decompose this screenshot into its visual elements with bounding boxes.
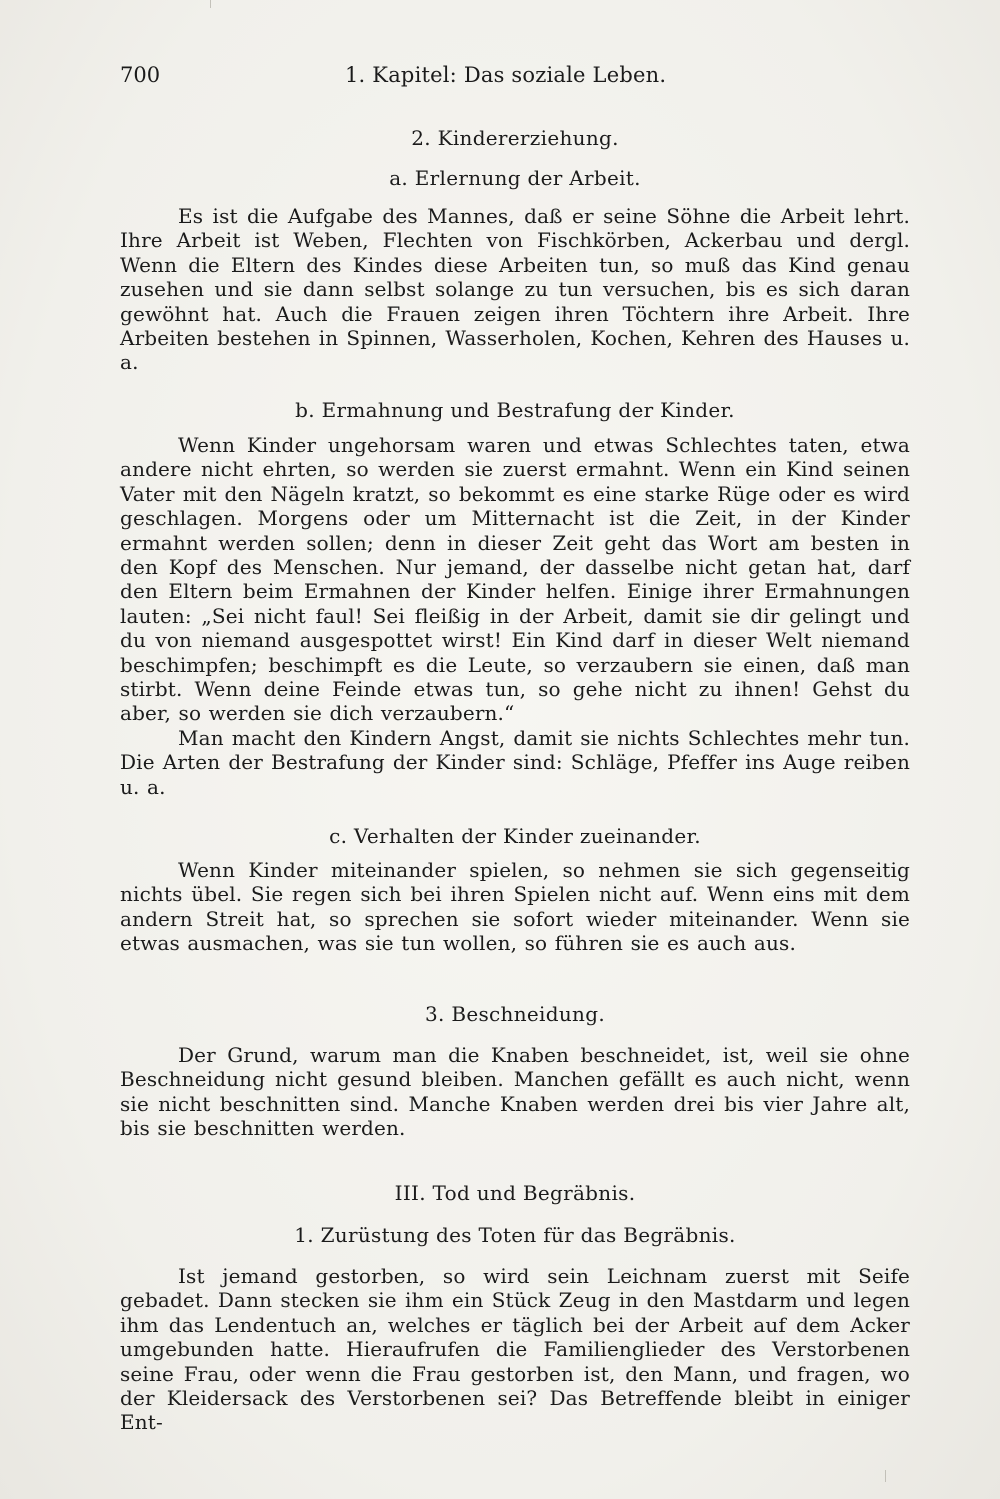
- chapter-section-heading-tod: III. Tod und Begräbnis.: [394, 1181, 636, 1205]
- paragraph-text: Der Grund, warum man die Knaben beschneidet, ist, weil sie ohne Beschneidung nicht gesund bleiben. Manchen gefällt es auch nicht, wenn sie nicht beschnitten sind. Manche Knaben werden drei bis vier Jahre alt, bis sie beschnitten werden.: [120, 1043, 910, 1141]
- subsection-heading-zuruestung: 1. Zurüstung des Toten für das Begräbnis.: [294, 1223, 736, 1247]
- paragraph-text: Es ist die Aufgabe des Mannes, daß er seine Söhne die Arbeit lehrt. Ihre Arbeit ist Weben, Flechten von Fischkörben, Ackerbau und dergl. Wenn die Eltern des Kindes diese Arbeiten tun, so muß das Kind genau zusehen und sie dann selbst solange zu tun versuchen, bis es sich daran gewöhnt hat. Auch die Frauen zeigen ihren Töchtern ihre Arbeit. Ihre Arbeiten bestehen in Spinnen, Wasserholen, Kochen, Kehren des Hauses u. a.: [120, 204, 910, 375]
- page-number: 700: [120, 63, 161, 87]
- paragraph-text: Wenn Kinder ungehorsam waren und etwas Schlechtes taten, etwa andere nicht ehrten, so werden sie zuerst ermahnt. Wenn ein Kind seinen Vater mit den Nägeln kratzt, so bekommt es eine starke Rüge oder es wird geschlagen. Morgens oder um Mitternacht ist die Zeit, in der Kinder ermahnt werden sollen; denn in dieser Zeit geht das Wort am besten in den Kopf des Menschen. Nur jemand, der dasselbe nicht getan hat, darf den Eltern beim Ermahnen der Kinder helfen. Einige ihrer Ermahnungen lauten: „Sei nicht faul! Sei fleißig in der Arbeit, damit sie dir gelingt und du von niemand ausgespottet wirst! Ein Kind darf in dieser Welt niemand beschimpfen; beschimpft es die Leute, so verzaubern sie einen, daß man stirbt. Wenn deine Feinde etwas tun, so gehe nicht zu ihnen! Gehst du aber, so werden sie dich verzaubern.“: [120, 433, 910, 726]
- subsection-heading-erlernung: a. Erlernung der Arbeit.: [389, 166, 641, 190]
- section-heading-beschneidung: 3. Beschneidung.: [425, 1002, 605, 1026]
- running-head: [120, 60, 910, 90]
- scan-mark-bottom: [885, 1470, 886, 1482]
- scan-mark-top: [210, 0, 211, 8]
- paragraph-beschneidung: [120, 1043, 910, 1141]
- paragraph-text: Man macht den Kindern Angst, damit sie nichts Schlechtes mehr tun. Die Arten der Bestrafung der Kinder sind: Schläge, Pfeffer ins Auge reiben u. a.: [120, 725, 910, 799]
- chapter-title: 1. Kapitel: Das soziale Leben.: [345, 63, 667, 87]
- section-heading-kindererziehung: 2. Kindererziehung.: [411, 126, 619, 150]
- paragraph-text: Wenn Kinder miteinander spielen, so nehmen sie sich gegenseitig nichts übel. Sie regen sich bei ihren Spielen nicht auf. Wenn eins mit dem andern Streit hat, so sprechen sie sofort wieder miteinander. Wenn sie etwas ausmachen, was sie tun wollen, so führen sie es auch aus.: [120, 858, 910, 956]
- paragraph-ermahnung: [120, 433, 910, 799]
- subsection-heading-ermahnung: b. Ermahnung und Bestrafung der Kinder.: [295, 398, 735, 422]
- paragraph-zuruestung: [120, 1264, 910, 1435]
- subsection-heading-verhalten: c. Verhalten der Kinder zueinander.: [329, 824, 701, 848]
- paragraph-text: Ist jemand gestorben, so wird sein Leichnam zuerst mit Seife gebadet. Dann stecken sie ihm ein Stück Zeug in den Mastdarm und legen ihm das Lendentuch an, welches er täglich bei der Arbeit auf dem Acker umgebunden hatte. Hieraufrufen die Familienglieder des Verstorbenen seine Frau, oder wenn die Frau gestorben ist, den Mann, und fragen, wo der Kleidersack des Verstorbenen sei? Das Betreffende bleibt in einiger Ent-: [120, 1264, 910, 1435]
- paragraph-erlernung: [120, 204, 910, 375]
- paragraph-verhalten: [120, 858, 910, 956]
